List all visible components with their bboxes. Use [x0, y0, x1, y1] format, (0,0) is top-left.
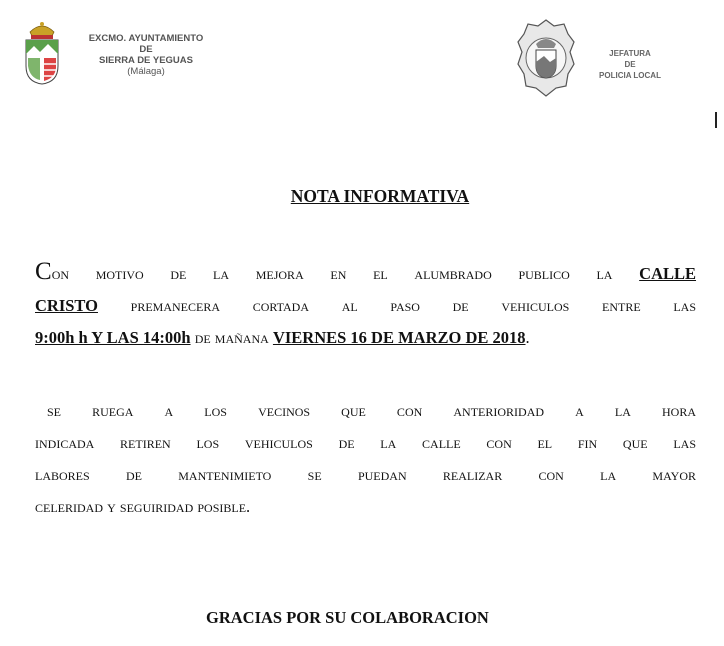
police-header: [594, 48, 666, 81]
municipality-line-1: EXCMO. AYUNTAMIENTO: [88, 33, 204, 44]
closure-date: VIERNES 16 DE MARZO DE 2018: [272, 328, 526, 347]
paragraph-2-line-2: indicada retiren los vehiculos de la calle con el fin que las: [35, 433, 696, 452]
page-title: NOTA INFORMATIVA: [290, 186, 470, 206]
street-name-calle: CALLE: [639, 264, 697, 283]
municipality-province: (Málaga): [127, 66, 165, 77]
paragraph-2-line-1: se ruega a los vecinos que con anterioridad a la hora: [47, 401, 696, 420]
police-line-3: POLICIA LOCAL: [599, 71, 661, 80]
closure-hours: 9:00h h Y LAS 14:00h: [35, 328, 191, 347]
page-edge-mark: [715, 112, 717, 128]
paragraph-1-text-b: premanecera cortada al paso de vehiculos entre las: [130, 296, 697, 315]
municipality-line-2: DE: [139, 44, 153, 55]
drop-initial: C: [35, 258, 52, 285]
street-name-cristo: CRISTO: [35, 296, 98, 315]
paragraph-1-line-3: [35, 322, 696, 354]
paragraph-2-line-3: labores de mantenimieto se puedan realizar con la mayor: [35, 465, 696, 484]
paragraph-1-text-c: de mañana: [194, 328, 269, 347]
police-line-1: JEFATURA: [609, 49, 651, 58]
paragraph-1-line-2: [35, 290, 696, 322]
paragraph-1-end: .: [525, 328, 530, 347]
paragraph-1-line-1: [35, 256, 696, 290]
notice-paragraph-1: [35, 256, 696, 354]
police-badge-icon: [516, 18, 576, 98]
paragraph-1-text-a: on motivo de la mejora en el alumbrado publico la: [51, 264, 613, 283]
police-line-2: DE: [624, 60, 636, 69]
paragraph-2-line-4: celeridad y seguiridad posible.: [35, 497, 251, 516]
coat-of-arms-icon: [22, 18, 62, 86]
municipality-header: [78, 33, 214, 77]
notice-paragraph-2: [35, 395, 696, 523]
municipality-line-3: SIERRA DE YEGUAS: [99, 55, 193, 66]
closing-thanks: GRACIAS POR SU COLABORACION: [206, 608, 489, 627]
